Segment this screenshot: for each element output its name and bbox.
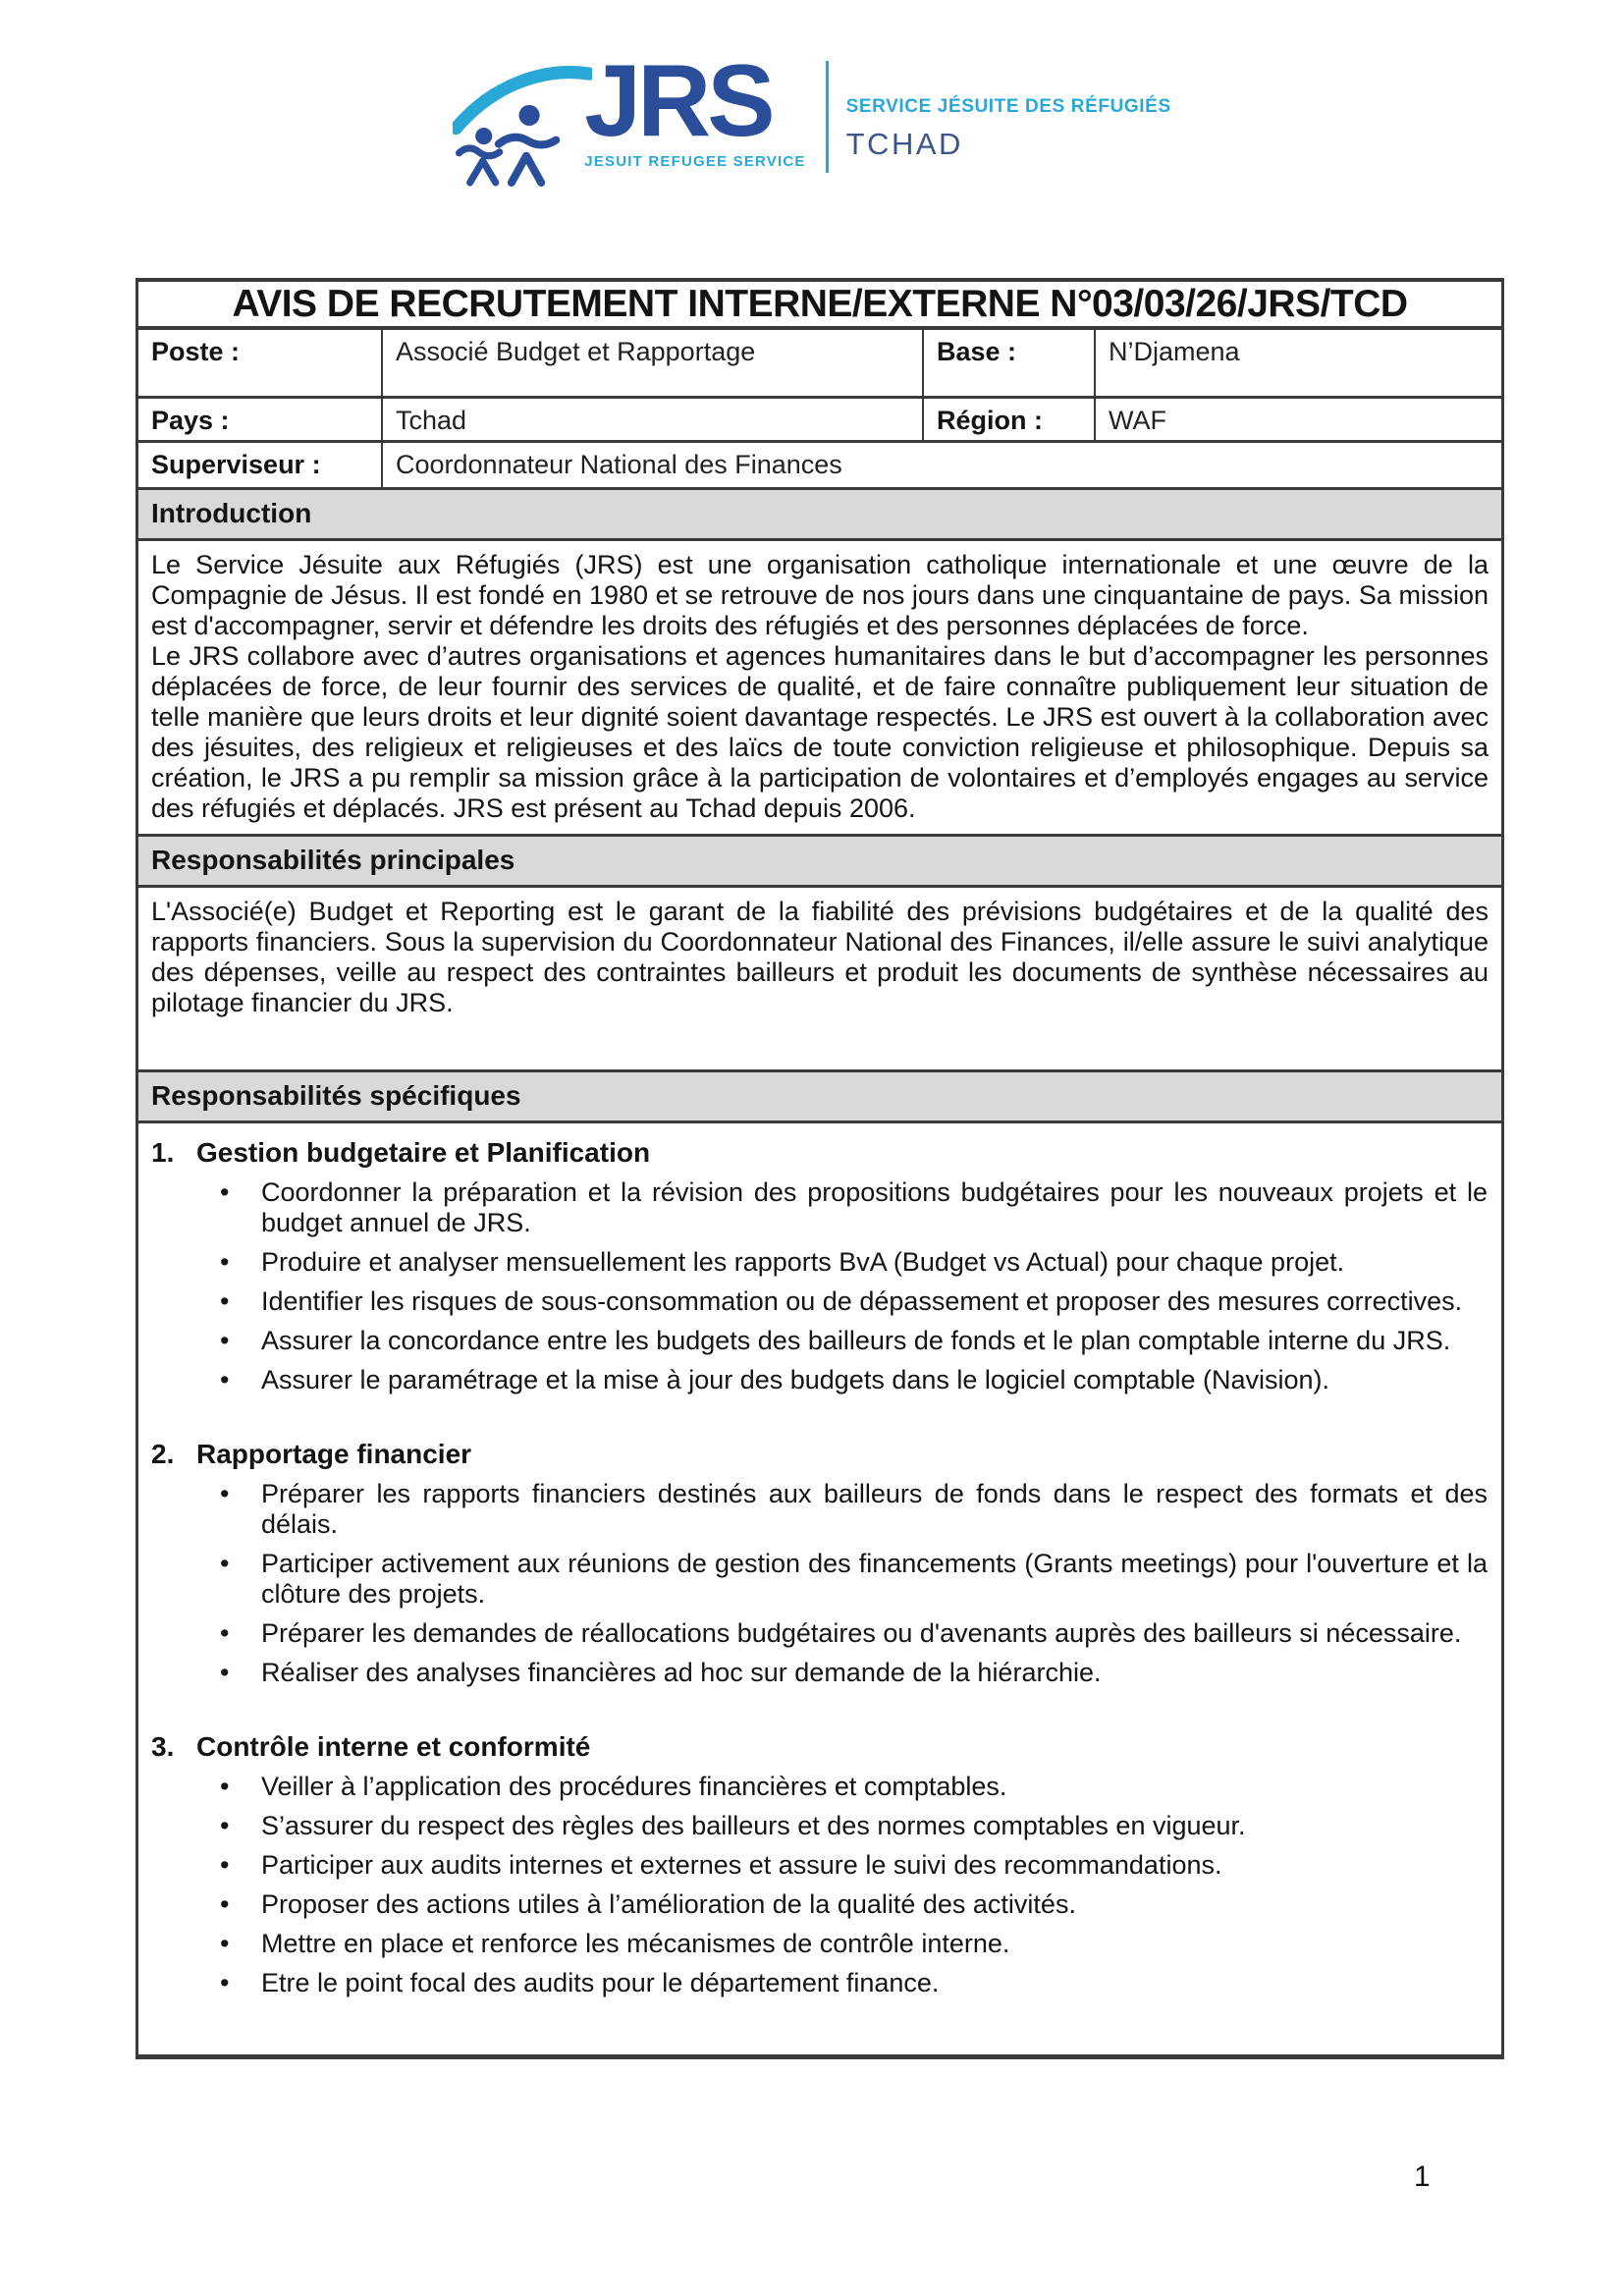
- bullet-item: • Assurer le paramétrage et la mise à jour des budgets dans le logiciel comptable (Navision).: [261, 1365, 1488, 1395]
- pays-label: Pays :: [138, 399, 383, 440]
- group-title: Gestion budgetaire et Planification: [196, 1137, 651, 1168]
- intro-paragraph: Le Service Jésuite aux Réfugiés (JRS) est une organisation catholique internationale et une œuvre de la Compagnie de Jésus. Il est fondé en 1980 et se retrouve de nos jours dans une cinquantaine de pays. Sa mission est d'accompagner, servir et défendre les droits des réfugiés et des personnes déplacées de force.: [151, 550, 1489, 640]
- section-heading-introduction: Introduction: [138, 490, 1501, 541]
- region-value: WAF: [1109, 406, 1166, 435]
- group-number: 3.: [151, 1731, 175, 1762]
- bullet-item: • Etre le point focal des audits pour le département finance.: [261, 1968, 1488, 1998]
- info-row-superviseur: [138, 443, 1501, 490]
- logo-tagline: JESUIT REFUGEE SERVICE: [584, 152, 806, 170]
- bullet-item: • S’assurer du respect des règles des bailleurs et des normes comptables en vigueur.: [261, 1811, 1488, 1841]
- bullet-item: • Proposer des actions utiles à l’amélioration de la qualité des activités.: [261, 1889, 1488, 1920]
- logo-acronym: JRS: [584, 44, 772, 158]
- section-content-introduction: [138, 541, 1501, 837]
- section-content-specifiques: [138, 1123, 1501, 2054]
- section-heading-specifiques: Responsabilités spécifiques: [138, 1072, 1501, 1123]
- bullet-item: • Participer activement aux réunions de gestion des financements (Grants meetings) pour l'ouverture et la clôture des projets.: [261, 1549, 1488, 1610]
- bullet-item: • Préparer les demandes de réallocations budgétaires ou d'avenants auprès des bailleurs si nécessaire.: [261, 1618, 1488, 1649]
- group-title: Contrôle interne et conformité: [196, 1731, 591, 1762]
- logo-country: TCHAD: [845, 127, 963, 161]
- logo-divider: [826, 61, 829, 173]
- poste-label: Poste :: [138, 330, 383, 396]
- principales-paragraph: L'Associé(e) Budget et Reporting est le garant de la fiabilité des prévisions budgétaires et de la qualité des rapports financiers. Sous la supervision du Coordonnateur National des Finances, il/elle assure le suivi analytique des dépenses, veille au respect des contraintes bailleurs et produit les documents de synthèse nécessaires au pilotage financier du JRS.: [151, 897, 1489, 1017]
- bullet-item: • Produire et analyser mensuellement les rapports BvA (Budget vs Actual) pour chaque projet.: [261, 1247, 1488, 1278]
- group-number: 2.: [151, 1439, 175, 1469]
- region-label: Région :: [924, 399, 1096, 440]
- bullet-item: • Identifier les risques de sous-consommation ou de dépassement et proposer des mesures correctives.: [261, 1286, 1488, 1317]
- section-heading-principales: Responsabilités principales: [138, 837, 1501, 888]
- recruitment-notice-table: [135, 278, 1504, 2059]
- superviseur-value: Coordonnateur National des Finances: [396, 450, 842, 479]
- jrs-people-swoosh-icon: [453, 55, 592, 189]
- pays-value: Tchad: [383, 399, 924, 440]
- bullet-item: • Veiller à l’application des procédures financières et comptables.: [261, 1772, 1488, 1802]
- jrs-logo: [0, 44, 1624, 189]
- superviseur-label: Superviseur :: [138, 443, 383, 487]
- responsibility-group-1: [151, 1137, 1491, 1395]
- info-row-pays: [138, 399, 1501, 443]
- page-number: 1: [1414, 2160, 1431, 2193]
- bullet-item: • Préparer les rapports financiers destinés aux bailleurs de fonds dans le respect des formats et des délais.: [261, 1479, 1488, 1540]
- bullet-item: • Réaliser des analyses financières ad hoc sur demande de la hiérarchie.: [261, 1658, 1488, 1688]
- group-title: Rapportage financier: [196, 1439, 472, 1469]
- bullet-item: • Coordonner la préparation et la révision des propositions budgétaires pour les nouveaux projets et le budget annuel de JRS.: [261, 1177, 1488, 1238]
- responsibility-group-2: [151, 1439, 1491, 1688]
- group-number: 1.: [151, 1137, 175, 1168]
- base-label: Base :: [924, 330, 1096, 396]
- bullet-item: • Assurer la concordance entre les budgets des bailleurs de fonds et le plan comptable interne du JRS.: [261, 1326, 1488, 1356]
- poste-value: Associé Budget et Rapportage: [383, 330, 924, 396]
- info-row-poste: [138, 330, 1501, 399]
- base-value: N’Djamena: [1109, 337, 1240, 366]
- intro-paragraph: Le JRS collabore avec d’autres organisations et agences humanitaires dans le but d’accompagner les personnes déplacées de force, de leur fournir des services de qualité, et de faire connaître publiquement leur situation de telle manière que leurs droits et leur dignité soient davantage respectés. Le JRS est ouvert à la collaboration avec des jésuites, des religieux et religieuses et des laïcs de toute conviction religieuse et philosophique. Depuis sa création, le JRS a pu remplir sa mission grâce à la participation de volontaires et d’employés engages au service des réfugiés et déplacés. JRS est présent au Tchad depuis 2006.: [151, 641, 1489, 823]
- bullet-item: • Participer aux audits internes et externes et assure le suivi des recommandations.: [261, 1850, 1488, 1881]
- section-content-principales: [138, 888, 1501, 1072]
- bullet-item: • Mettre en place et renforce les mécanismes de contrôle interne.: [261, 1929, 1488, 1959]
- logo-org-name-fr: SERVICE JÉSUITE DES RÉFUGIÉS: [845, 96, 1171, 117]
- notice-title: AVIS DE RECRUTEMENT INTERNE/EXTERNE N°03/03/26/JRS/TCD: [138, 282, 1501, 330]
- responsibility-group-3: [151, 1731, 1491, 1998]
